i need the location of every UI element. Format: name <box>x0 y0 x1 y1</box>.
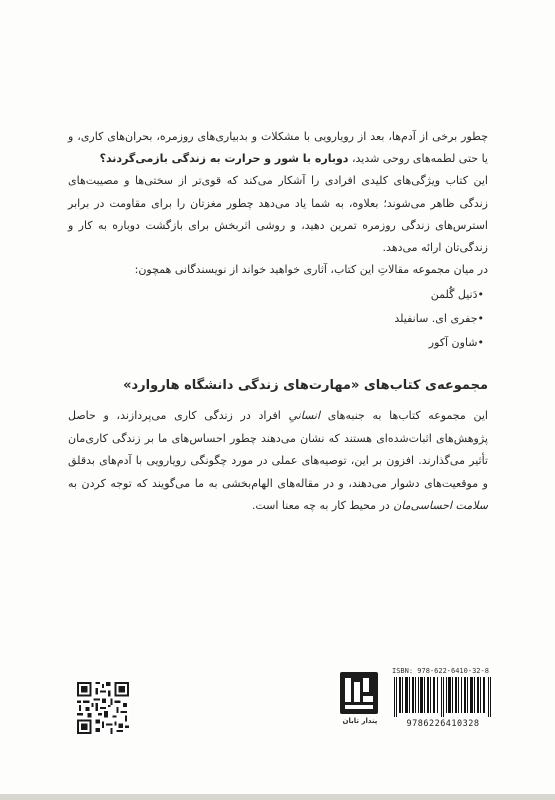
series-text-3: در محیط کار به چه معنا است. <box>251 499 390 513</box>
series-description <box>68 405 488 518</box>
isbn-label: ISBN: 978-622-6410-32-8 <box>392 667 489 675</box>
qr-code-icon <box>77 682 129 734</box>
series-italic-2: سلامت احساسی‌مان <box>393 499 488 513</box>
series-title: مجموعه‌ی کتاب‌های «مهارت‌های زندگی دانشگاه هاروارد» <box>123 378 488 393</box>
cover-bottom-edge <box>0 794 555 800</box>
series-italic-1: انسانیِ <box>288 409 321 422</box>
intro-sentence: چطور برخی از آدم‌ها، بعد از رویارویی با مشکلات و بدبیاری‌های روزمره، بحران‌های کاری، و یا حتی لطمه‌های روحی شدید، <box>68 130 488 166</box>
author-item: •جفری ای. سانفیلد <box>394 312 484 326</box>
intro-text <box>68 126 488 355</box>
barcode-number: 9786226410328 <box>406 719 480 729</box>
publisher-name: پندار تابان <box>342 717 378 725</box>
series-text-2: افراد در زندگی کاری می‌پردازند، و حاصل پژوهش‌های اثبات‌شده‌ای هستند که نشان می‌دهند چطور احساس‌های ما بر زندگی کاری‌مان تأثیر می‌گذارند. افزون بر این، توصیه‌های عملی در مورد چگونگی رویارویی با آدم‌های بدقلق و موقعیت‌های دشوار می‌دهند، و در مقاله‌های الهام‌بخشی به ما می‌گویند که توجه کردن به <box>68 409 488 490</box>
intro-paragraph-2: این کتاب ویژگی‌های کلیدی افرادی را آشکار می‌کند که قوی‌تر از سختی‌ها و مصیبت‌های زندگی ظاهر می‌شوند؛ بعلاوه، به شما یاد می‌دهد چطور مغزتان را برای مقاومت در برابر استرس‌های زندگی روزمره تمرین دهید، و روشی اثربخش برای بازگشت دوباره به کار و زندگی‌تان ارائه می‌دهد. <box>68 174 488 255</box>
series-text-1: این مجموعه کتاب‌ها به جنبه‌های <box>327 409 488 422</box>
intro-bold-question: دوباره با شور و حرارت به زندگی بازمی‌گردند؟ <box>99 152 349 166</box>
intro-paragraph-1 <box>68 126 488 170</box>
barcode-icon <box>392 677 494 717</box>
author-item: •شاون آکور <box>428 336 484 350</box>
series-paragraph <box>68 405 488 518</box>
publisher-logo-icon <box>340 672 378 714</box>
author-item: •دَنیل گُلمن <box>430 288 484 302</box>
authors-list <box>68 283 488 355</box>
authors-intro: در میان مجموعه مقالاتِ این کتاب، آثاری خواهید خواند از نویسندگانی همچون: <box>134 263 488 277</box>
